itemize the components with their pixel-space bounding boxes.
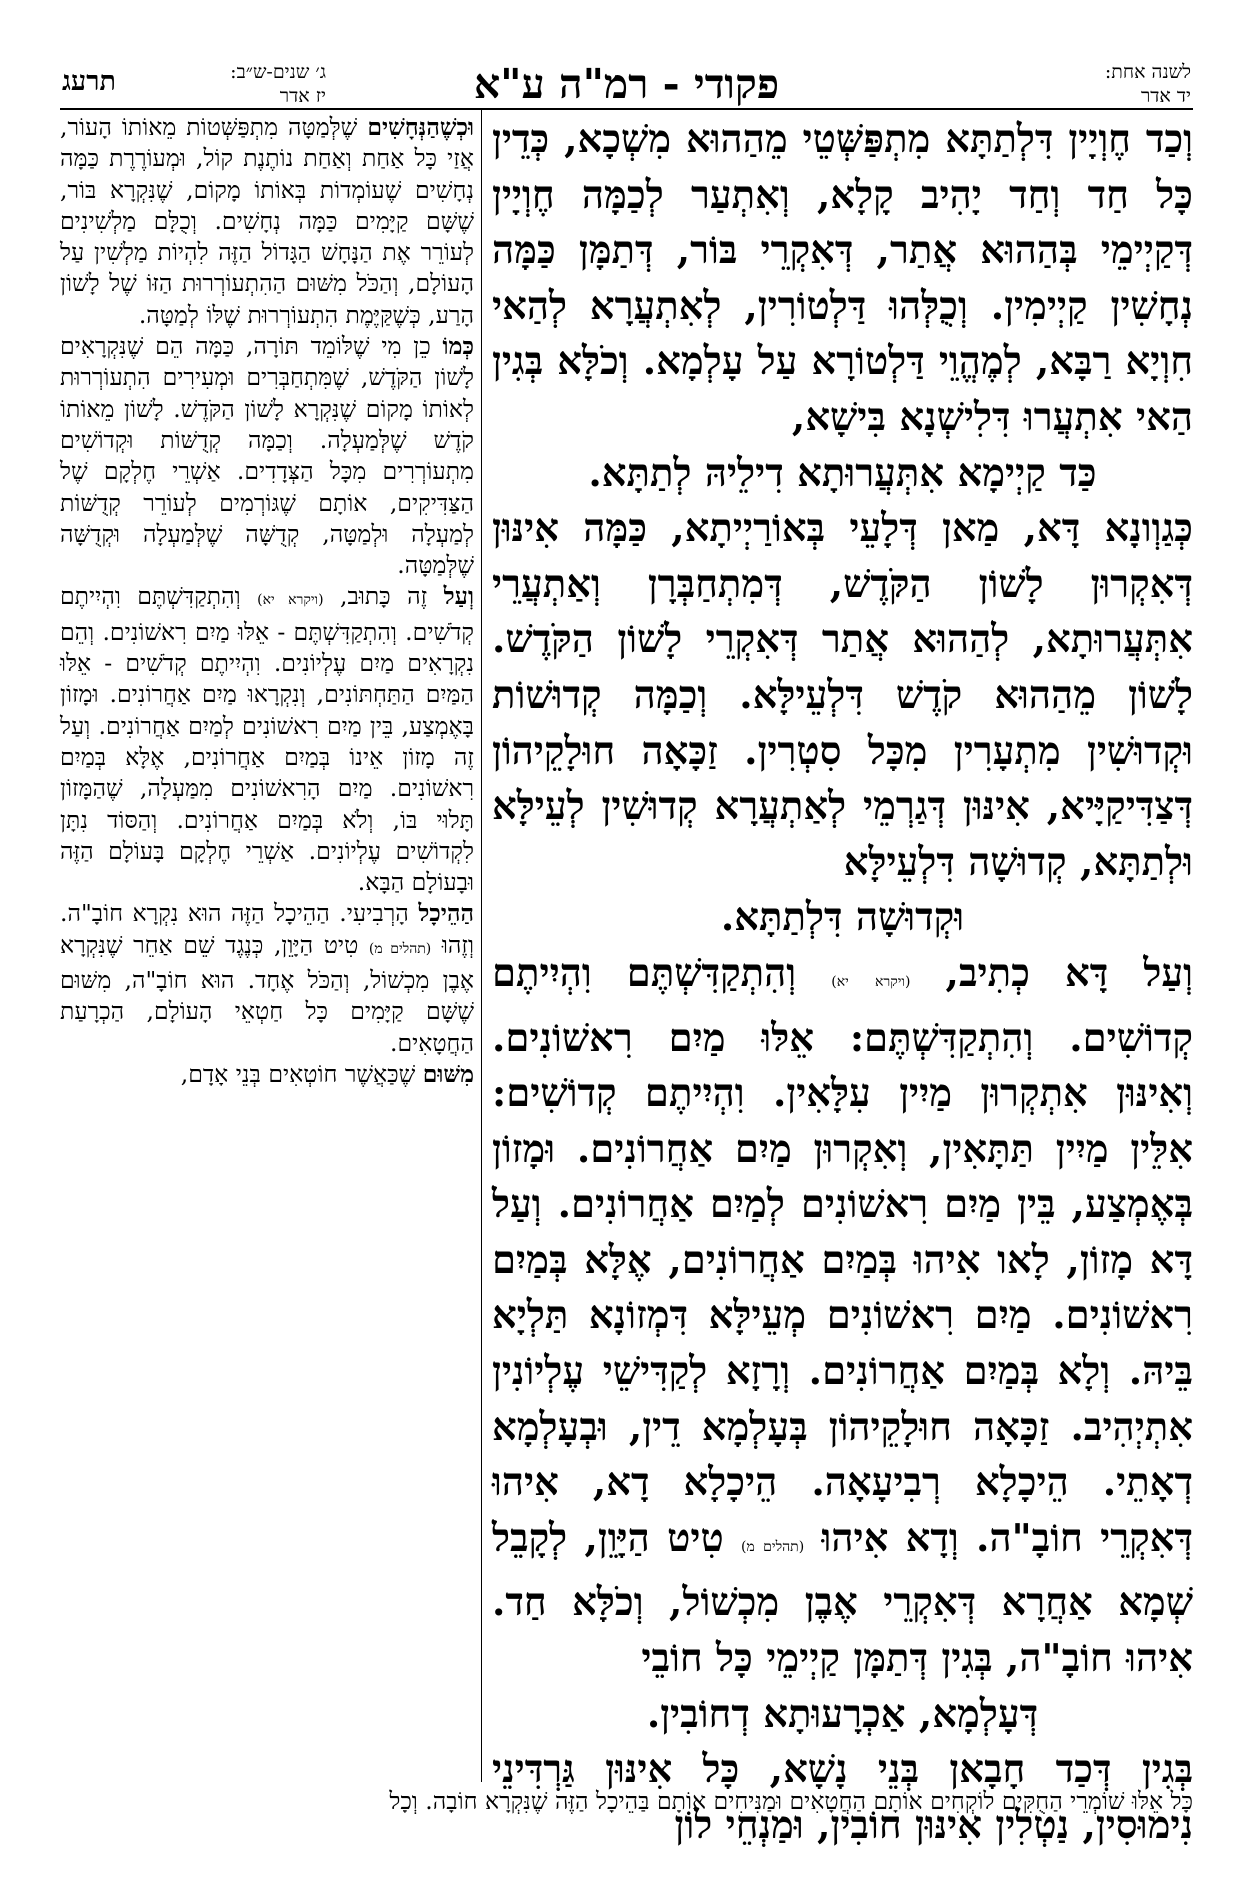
commentary-paragraph-3	[60, 581, 474, 898]
commentary-paragraph-3-opening: וְעַל	[443, 582, 474, 611]
commentary-paragraph-2	[60, 331, 474, 581]
main-paragraph-2	[492, 501, 1193, 946]
main-paragraph-3	[492, 946, 1193, 1742]
main-paragraph-3-citation-2: (תהלים מ)	[741, 1538, 805, 1555]
main-paragraph-1-last-line: כַּד קַיְימָא אִתְּעֲרוּתָא דִילֵיהּ לְתַתָּא.	[588, 450, 1097, 496]
commentary-paragraph-4-body: הָרְבִיעִי. הַהֵיכָל הַזֶּה הוּא נִקְרָא חוֹבָ"ה. וְזֶהוּ	[60, 899, 474, 959]
commentary-paragraph-2-opening: כְּמוֹ	[442, 332, 474, 361]
commentary-paragraph-4-body-2: טִיט הַיָּוֵן, כְּנֶגֶד שֵׁם אַחֵר שֶׁנִּקְרָא אֶבֶן מִכְשׁוֹל, וְהַכֹּל אֶחָד. הוּא חוֹבָ"ה, מִשּׁוּם שֶׁשָּׁם קַיָּמִים כָּל חַטְאֵי הָעוֹלָם, הַכְרָעַת הַחֲטָאִים.	[60, 930, 474, 1057]
main-paragraph-1	[492, 112, 1193, 501]
main-paragraph-3-body-2: טִיט הַיָּוֵן, לְקָבֵל שְׁמָא אַחֲרָא דְּאִקְרֵי אֶבֶן מִכְשׁוֹל, וְכֹלָּא חַד. אִיהוּ חוֹבָ"ה, בְּגִין דְּתַמָּן קַיְימֵי כָּל חוֹבֵי	[492, 1515, 1193, 1682]
main-paragraph-3-last-line: דְּעָלְמָא, אַכְרָעוּתָא דְחוֹבִין.	[646, 1691, 1039, 1737]
header-three-year-date: יז אדר	[279, 85, 326, 107]
main-paragraph-3-opening: וְעַל דָּא כְתִיב,	[945, 950, 1193, 996]
page-header	[0, 0, 1253, 120]
main-paragraph-1-body: וְכַד חֶוְיָין דִּלְתַתָּא מִתְפַּשְּׁטֵי מֵהַהוּא מִשְׁכָא, כְּדֵין כָּל חַד וְחַד יָהִיב קָלָא, וְאִתְעַר לְכַמָּה חֶוְיָין דְּקַיְימֵי בְּהַהוּא אֲתַר, דְּאִקְרֵי בּוֹר, דְּתַמָּן כַּמָּה נְחָשִׁין קַיְימִין. וְכֻלְּהוּ דַּלְטוֹרִין, לְאִתְעֲרָא לְהַאי חִוְיָא רַבָּא, לְמֶהֱוֵי דַּלְטוֹרָא עַל עָלְמָא. וְכֹלָּא בְּגִין הַאי אִתְעֲרוּ דִּלִישְׁנָא בִּישָׁא,	[492, 117, 1193, 440]
main-paragraph-4-body: בְּגִין דְּכַד חָבָאן בְּנֵי נָשָׁא, כָּל אִינּוּן גַּרְדִּינֵי נִימוּסִין, נַטְלִין אִינּוּן חוֹבִין, וּמַנְחֵי לוֹן	[492, 1747, 1193, 1848]
commentary-continuation-line: כָּל אֵלּוּ שׁוֹמְרֵי הַחֻקִּים לוֹקְחִים אוֹתָם הַחֲטָאִים וּמַנִּיחִים אוֹתָם בַּהֵיכָל הַזֶּה שֶׁנִּקְרָא חוֹבָה. וְכָל	[389, 1787, 1193, 1815]
commentary-paragraph-2-body: כֵן מִי שֶׁלּוֹמֵד תּוֹרָה, כַּמָּה הֵם שֶׁנִּקְרָאִים לָשׁוֹן הַקֹּדֶשׁ, שֶׁמִּתְחַבְּרִים וּמְעִירִים הִתְעוֹרְרוּת לְאוֹתוֹ מָקוֹם שֶׁנִּקְרָא לָשׁוֹן הַקֹּדֶשׁ. לָשׁוֹן מֵאוֹתוֹ קֹדֶשׁ שֶׁלְּמַעְלָה. וְכַמָּה קְדֻשּׁוֹת וּקְדוֹשִׁים מִתְעוֹרְרִים מִכָּל הַצְּדָדִים. אַשְׁרֵי חֶלְקָם שֶׁל הַצַּדִּיקִים, אוֹתָם שֶׁגּוֹרְמִים לְעוֹרֵר קְדֻשּׁוֹת לְמַעְלָה וּלְמַטָּה, קְדֻשָּׁה שֶׁלְּמַעְלָה וּקְדֻשָּׁה שֶׁלְּמַטָּה.	[60, 332, 474, 580]
main-paragraph-2-last-line: וּקְדוּשָׁה דִּלְתַתָּא.	[720, 895, 965, 941]
main-paragraph-3-citation: (ויקרא יא)	[831, 973, 911, 990]
header-schedule-date: יד אדר	[1140, 85, 1191, 107]
main-paragraph-3-body: וְהִתְקַדִּשְׁתֶּם וִהְיִיתֶם קְדוֹשִׁים. וְהִתְקַדִּשְׁתֶּם: אֵלּוּ מַיִם רִאשׁוֹנִים. וְאִינּוּן אִתְקְרוּן מַיִין עִלָּאִין. וִהְיִיתֶם קְדוֹשִׁים: אִלֵּין מַיִין תַּתָּאִין, וְאִקְרוּן מַיִם אַחֲרוֹנִים. וּמָזוֹן בְּאֶמְצַע, בֵּין מַיִם רִאשׁוֹנִים לְמַיִם אַחֲרוֹנִים. וְעַל דָּא מָזוֹן, לָאו אִיהוּ בְּמַיִם אַחֲרוֹנִים, אֶלָּא בְּמַיִם רִאשׁוֹנִים. מַיִם רִאשׁוֹנִים מְעֵילָּא דִּמְזוֹנָא תַּלְיָא בֵּיהּ. וְלָא בְּמַיִם אַחֲרוֹנִים. וְרָזָא לְקַדִּישֵׁי עֶלְיוֹנִין אִתְיְהִיב. זַכָּאָה חוּלָקֵיהוֹן בְּעָלְמָא דֵין, וּבְעָלְמָא דְאָתֵי. הֵיכָלָא רְבִיעָאָה. הֵיכָלָא דָא, אִיהוּ דְּאִקְרֵי חוֹבָ"ה. וְדָא אִיהוּ	[492, 950, 1193, 1561]
commentary-column	[60, 112, 474, 1782]
page-number: תרעג	[62, 66, 116, 97]
commentary-paragraph-3-body: וְהִתְקַדִּשְׁתֶּם וִהְיִיתֶם קְדֹשִׁים. וְהִתְקַדִּשְׁתֶּם - אֵלּוּ מַיִם רִאשׁוֹנִים. וְהֵם נִקְרָאִים מַיִם עֶלְיוֹנִים. וִהְיִיתֶם קְדֹשִׁים - אֵלּוּ הַמַּיִם הַתַּחְתּוֹנִים, וְנִקְרָאוּ מַיִם אַחֲרוֹנִים. וּמָזוֹן בָּאֶמְצַע, בֵּין מַיִם רִאשׁוֹנִים לְמַיִם אַחֲרוֹנִים. וְעַל זֶה מָזוֹן אֵינוֹ בְּמַיִם אַחֲרוֹנִים, אֶלָּא בְּמַיִם רִאשׁוֹנִים. מַיִם הָרִאשׁוֹנִים מִמַּעְלָה, שֶׁהַמָּזוֹן תָּלוּי בּוֹ, וְלֹא בְּמַיִם אַחֲרוֹנִים. וְהַסּוֹד נִתָּן לִקְדוֹשִׁים עֶלְיוֹנִים. אַשְׁרֵי חֶלְקָם בָּעוֹלָם הַזֶּה וּבָעוֹלָם הַבָּא.	[60, 582, 474, 897]
commentary-paragraph-5	[60, 1059, 474, 1090]
header-three-year-label: ג׳ שנים-ש״ב:	[230, 61, 326, 83]
commentary-paragraph-5-opening: מִשּׁוּם	[422, 1059, 474, 1088]
main-paragraph-2-body: כְּגַוְונָא דָּא, מַאן דְּלָעֵי בְּאוֹרַיְיתָא, כַּמָּה אִינּוּן דְּאִקְרוּן לָשׁוֹן הַקֹּדֶשׁ, דְּמִתְחַבְּרָן וְאַתְעֲרֵי אִתְּעֲרוּתָא, לְהַהוּא אֲתַר דְּאִקְרֵי לָשׁוֹן הַקֹּדֶשׁ. לָשׁוֹן מֵהַהוּא קֹדֶשׁ דִּלְעֵילָּא. וְכַמָּה קְדוּשׁוֹת וּקְדוּשִׁין מִתְעָרִין מִכָּל סִטְרִין. זַכָּאָה חוּלָקֵיהוֹן דְּצַדִּיקַיָּיא, אִינּוּן דְּגַרְמֵי לְאַתְעֲרָא קְדוּשִׁין לְעֵילָּא וּלְתַתָּא, קְדוּשָׁה דִּלְעֵילָּא	[492, 506, 1193, 885]
commentary-paragraph-1	[60, 112, 474, 331]
commentary-paragraph-3-intro: זֶה כָּתוּב,	[340, 582, 428, 611]
header-divider	[60, 108, 1193, 110]
commentary-paragraph-5-body: שֶׁכַּאֲשֶׁר חוֹטְאִים בְּנֵי אָדָם,	[180, 1059, 416, 1088]
commentary-paragraph-3-citation: (ויקרא יא)	[257, 592, 324, 609]
page-title: פקודי - רמ"ה ע"א	[473, 60, 780, 108]
header-three-year-schedule	[146, 60, 326, 108]
column-divider	[481, 110, 482, 1782]
commentary-paragraph-1-opening: וּכְשֶׁהַנְּחָשִׁים	[367, 113, 474, 141]
header-schedule-label: לשנה אחת:	[1104, 61, 1191, 83]
commentary-paragraph-4-opening: הַהֵיכָל	[418, 899, 474, 928]
commentary-paragraph-4	[60, 898, 474, 1058]
commentary-paragraph-4-citation: (תהלים מ)	[368, 940, 432, 957]
commentary-paragraph-1-body: שֶׁלְּמַטָּה מִתְפַּשְּׁטוֹת מֵאוֹתוֹ הָעוֹר, אֲזַי כָּל אַחַת וְאַחַת נוֹתֶנֶת קוֹל, וּמְעוֹרֶרֶת כַּמָּה נְחָשִׁים שֶׁעוֹמְדוֹת בְּאוֹתוֹ מָקוֹם, שֶׁנִּקְרָא בּוֹר, שֶׁשָּׁם קַיָּמִים כַּמָּה נְחָשִׁים. וְכֻלָּם מַלְשִׁינִים לְעוֹרֵר אֶת הַנָּחָשׁ הַגָּדוֹל הַזֶּה לִהְיוֹת מַלְשִׁין עַל הָעוֹלָם, וְהַכֹּל מִשּׁוּם הַהִתְעוֹרְרוּת הַזּוֹ שֶׁל לָשׁוֹן הָרַע, כְּשֶׁקַּיֶּמֶת הִתְעוֹרְרוּת שֶׁלּוֹ לְמַטָּה.	[60, 113, 474, 329]
